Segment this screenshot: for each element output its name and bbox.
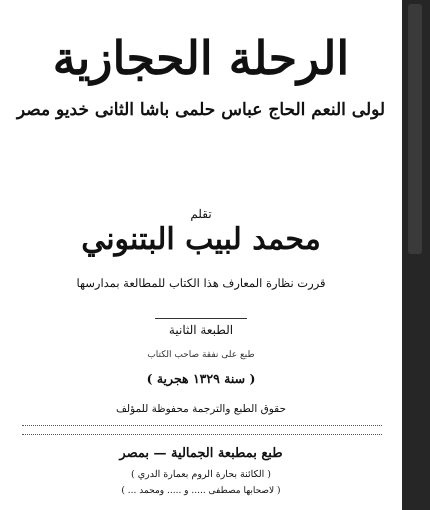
- press-owners: ( لاصحابها مصطفى ..... و ..... ومحمد ... ): [121, 486, 281, 496]
- press-address: ( الكائنة بحارة الروم بعمارة الدري ): [130, 469, 271, 480]
- copyright-line: حقوق الطبع والترجمة محفوظة للمؤلف: [116, 403, 286, 415]
- book-title: الرحلة الحجازية: [52, 31, 350, 85]
- scrollbar-thumb[interactable]: [408, 4, 422, 254]
- dedication-line: لولى النعم الحاج عباس حلمى باشا الثانى خديو مصر: [16, 100, 386, 120]
- edition-label: الطبعة الثانية: [168, 323, 234, 337]
- dotted-divider: [22, 434, 382, 435]
- publication-year: ( سنة ١٣٢٩ هجرية ): [146, 371, 256, 386]
- vertical-scrollbar[interactable]: [402, 0, 430, 510]
- press-name: طبع بمطبعة الجمالية — بمصر: [119, 446, 283, 461]
- by-label: تقلم: [190, 207, 212, 221]
- printer-line: طبع على نفقة صاحب الكتاب: [147, 350, 255, 360]
- divider: [155, 318, 247, 319]
- ministry-approval-note: قررت نظارة المعارف هذا الكتاب للمطالعة بمدارسها: [76, 276, 326, 290]
- author-name: محمد لبيب البتنوني: [81, 222, 321, 257]
- dotted-divider: [22, 425, 382, 426]
